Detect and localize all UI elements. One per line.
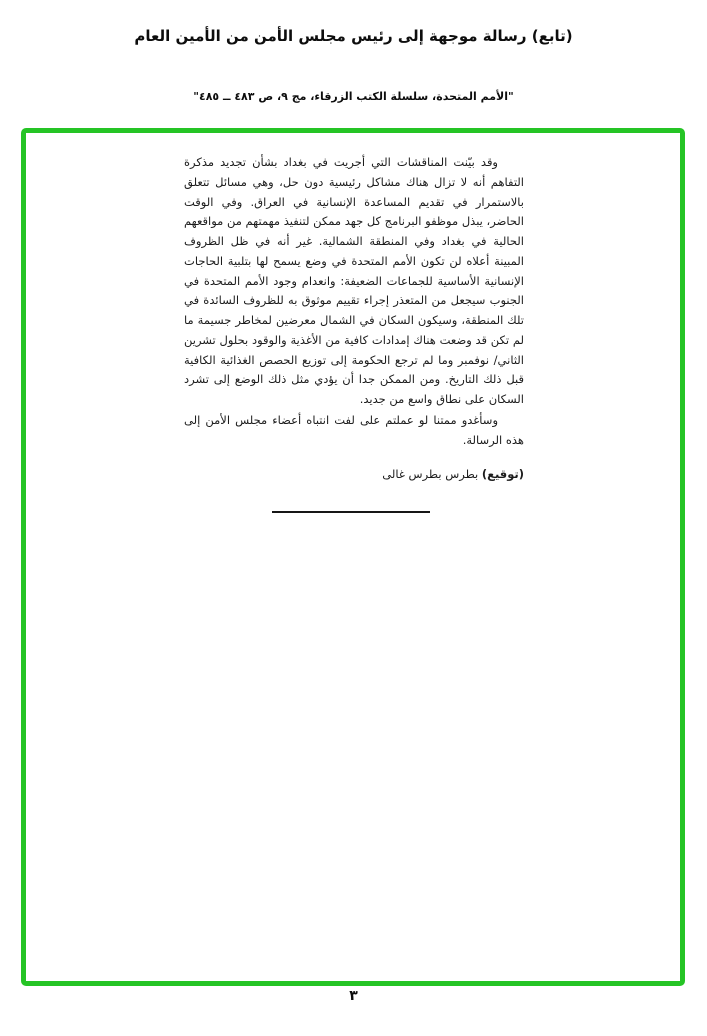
page-title: (تابع) رسالة موجهة إلى رئيس مجلس الأمن من الأمين العام [134,27,573,45]
letter-body [184,153,524,485]
letter-paragraph-2: وسأغدو ممتنا لو عملتم على لفت انتباه أعضاء مجلس الأمن إلى هذه الرسالة. [184,412,524,447]
page-number: ٣ [349,988,358,1004]
divider-rule [272,511,430,513]
source-citation: "الأمم المتحدة، سلسلة الكتب الزرقاء، مج ٩، ص ٤٨٣ ــ ٤٨٥" [193,90,514,103]
signature-name: بطرس بطرس غالى [382,467,479,482]
signature-label: (توقيع) [481,467,524,482]
letter-paragraph-1: وقد بيّنت المناقشات التي أجريت في بغداد بشأن تجديد مذكرة التفاهم أنه لا تزال هناك مشاكل رئيسية دون حل، وهي مسائل تتعلق بالاستمرار في تقديم المساعدة الإنسانية في العراق. وفي الوقت الحاضر، يبذل موظفو البرنامج كل جهد ممكن لتنفيذ مهمتهم من مواقعهم الحالية في بغداد وفي المنطقة الشمالية. غير أنه في ظل الظروف المبينة أعلاه لن تكون الأمم المتحدة في وضع يسمح لها بتلبية الحاجات الإنسانية الأساسية للجماعات الضعيفة: وانعدام وجود الأمم المتحدة في الجنوب سيجعل من المتعذر إجراء تقييم موثوق به للظروف السائدة في تلك المنطقة، وسيكون السكان في الشمال معرضين لمخاطر جسيمة ما لم تكن قد وضعت هناك إمدادات كافية من الأغذية والوقود بحلول تشرين الثاني/ نوفمبر وما لم ترجع الحكومة إلى توزيع الحصص الغذائية الكافية قبل ذلك التاريخ. ومن الممكن جدا أن يؤدي مثل ذلك الوضع إلى تشرد السكان على نطاق واسع من جديد. [184,155,524,407]
signature-line [184,465,524,485]
